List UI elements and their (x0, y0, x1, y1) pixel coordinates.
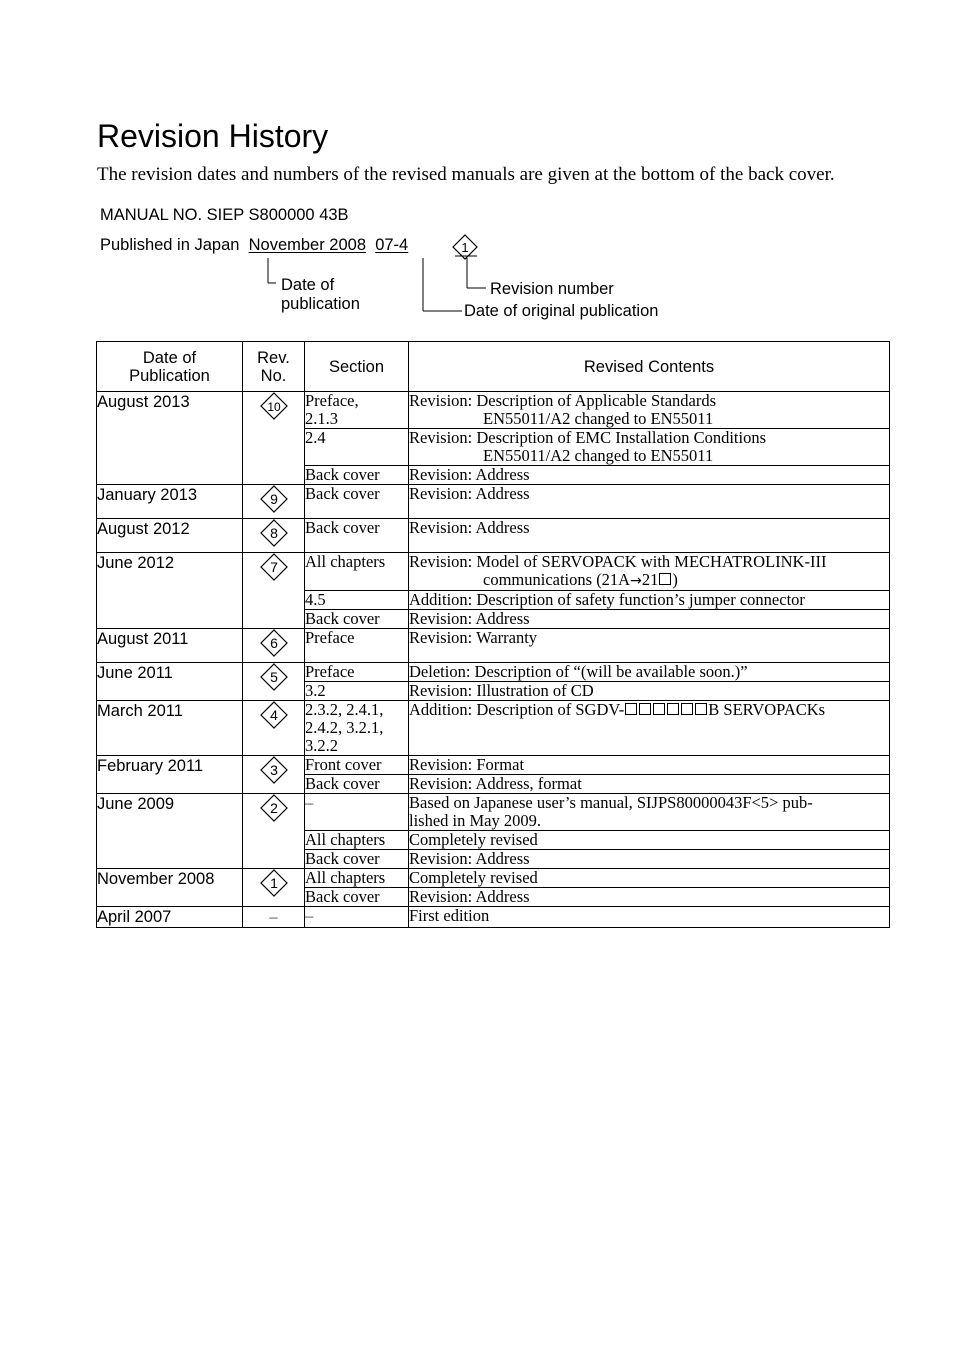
content-text: Addition: Description of SGDV- (409, 700, 625, 719)
content-text: Revision: Model of SERVOPACK with MECHATROLINK-III (409, 552, 827, 571)
revision-number: 5 (269, 669, 278, 685)
revision-date: June 2011 (97, 663, 243, 701)
header-date-l1: Date of (142, 348, 197, 367)
revision-diamond-icon (260, 794, 288, 822)
revised-contents-cell (409, 663, 890, 682)
revision-number-cell (243, 794, 305, 869)
header-contents: Revised Contents (409, 342, 890, 392)
revision-number: 2 (269, 800, 278, 816)
revision-number: 8 (269, 525, 278, 541)
revision-diamond-icon (260, 663, 288, 691)
revision-diamond-icon (260, 629, 288, 657)
revision-number-cell (243, 756, 305, 794)
table-row (97, 756, 890, 775)
revision-diamond-icon (260, 485, 288, 513)
legend-rev-diamond-icon (453, 235, 477, 259)
content-continuation: EN55011/A2 changed to EN55011 (483, 446, 714, 465)
page-title: Revision History (97, 118, 329, 154)
revision-number-cell (243, 553, 305, 629)
revised-contents-cell (409, 485, 890, 519)
revision-number: 9 (269, 491, 278, 507)
content-text: Revision: Warranty (409, 628, 538, 647)
revised-contents-cell (409, 907, 890, 928)
label-date-of-publication (281, 276, 360, 314)
content-text: Revision: Address (409, 518, 530, 537)
section-cell: 3.2 (305, 682, 409, 701)
content-text: B SERVOPACKs (708, 700, 826, 719)
legend-rev-number: 1 (461, 240, 469, 255)
content-text: Revision: Description of EMC Installation Conditions (409, 428, 767, 447)
published-in-label: Published in Japan (100, 236, 240, 254)
content-text: Completely revised (409, 868, 538, 887)
revised-contents-cell (409, 591, 890, 610)
table-row (97, 794, 890, 831)
revised-contents-cell (409, 869, 890, 888)
section-cell: 2.4 (305, 429, 409, 466)
intro-text: The revision dates and numbers of the revised manuals are given at the bottom of the back cover. (97, 164, 835, 185)
label-line-2: publication (281, 295, 360, 313)
section-cell: 2.3.2, 2.4.1, 2.4.2, 3.2.1, 3.2.2 (305, 701, 409, 756)
content-text: Revision: Address, format (409, 774, 582, 793)
revised-contents-cell (409, 701, 890, 756)
revision-number: 1 (269, 875, 278, 891)
content-text: 21 (641, 570, 659, 589)
content-text: Revision: Address (409, 484, 530, 503)
revised-contents-cell (409, 888, 890, 907)
section-cell: Back cover (305, 610, 409, 629)
revised-contents-cell (409, 756, 890, 775)
revised-contents-cell (409, 610, 890, 629)
revision-date: June 2009 (97, 794, 243, 869)
section-cell: Back cover (305, 466, 409, 485)
header-rev-l2: No. (260, 366, 287, 385)
section-cell: All chapters (305, 869, 409, 888)
revision-table (96, 341, 890, 928)
content-text: communications (21A (483, 570, 631, 589)
revision-date: August 2012 (97, 519, 243, 553)
section-cell: Back cover (305, 485, 409, 519)
table-row (97, 701, 890, 756)
content-text: Based on Japanese user’s manual, SIJPS80000043F<5> pub- lished in May 2009. (409, 793, 813, 830)
revision-diamond-icon (260, 519, 288, 547)
sample-code: 07-4 (375, 236, 409, 254)
placeholder-box-icon (695, 703, 707, 715)
revision-number: 7 (269, 559, 278, 575)
content-text: ) (672, 570, 678, 589)
revision-number-cell (243, 629, 305, 663)
section-cell: – (305, 907, 409, 928)
publication-line (100, 236, 408, 255)
revision-number-cell (243, 485, 305, 519)
revised-contents-cell (409, 831, 890, 850)
section-cell: Front cover (305, 756, 409, 775)
content-text: Revision: Address (409, 609, 530, 628)
arrow-icon: → (630, 573, 642, 589)
revision-number-cell: – (243, 907, 305, 928)
revised-contents-cell (409, 775, 890, 794)
revision-number-cell (243, 392, 305, 485)
content-continuation (409, 571, 889, 590)
header-rev-l1: Rev. (257, 348, 290, 367)
revision-number-cell (243, 519, 305, 553)
section-cell: Back cover (305, 775, 409, 794)
revision-number-cell (243, 663, 305, 701)
content-text: Revision: Address (409, 887, 530, 906)
revised-contents-cell (409, 466, 890, 485)
content-text: Deletion: Description of “(will be available soon.)” (409, 662, 748, 681)
revision-date: March 2011 (97, 701, 243, 756)
section-cell: Preface (305, 663, 409, 682)
table-row (97, 869, 890, 888)
placeholder-box-icon (667, 703, 679, 715)
revised-contents-cell (409, 850, 890, 869)
revision-number: 4 (269, 707, 278, 723)
placeholder-box-icon (639, 703, 651, 715)
table-row (97, 392, 890, 429)
section-cell: Preface (305, 629, 409, 663)
revised-contents-cell (409, 794, 890, 831)
table-row (97, 553, 890, 591)
revision-diamond-icon (260, 553, 288, 581)
label-revision-number: Revision number (490, 280, 614, 298)
revised-contents-cell (409, 429, 890, 466)
table-row (97, 519, 890, 553)
section-cell: Back cover (305, 888, 409, 907)
manual-number: MANUAL NO. SIEP S800000 43B (100, 206, 349, 224)
section-cell: Back cover (305, 850, 409, 869)
content-text: Completely revised (409, 830, 538, 849)
revision-diamond-icon (260, 869, 288, 897)
revised-contents-cell (409, 629, 890, 663)
revision-number-cell (243, 701, 305, 756)
revision-date: August 2011 (97, 629, 243, 663)
revision-diamond-icon (260, 701, 288, 729)
revision-number-cell (243, 869, 305, 907)
placeholder-box-icon (659, 573, 671, 585)
revised-contents-cell (409, 519, 890, 553)
header-rev (243, 342, 305, 392)
table-row (97, 663, 890, 682)
revision-number: 10 (266, 400, 281, 414)
content-text: First edition (409, 906, 490, 925)
revision-date: June 2012 (97, 553, 243, 629)
label-original-publication: Date of original publication (464, 302, 659, 320)
content-text: Revision: Format (409, 755, 525, 774)
revised-contents-cell (409, 392, 890, 429)
placeholder-box-icon (625, 703, 637, 715)
content-text: Revision: Illustration of CD (409, 681, 594, 700)
placeholder-box-icon (653, 703, 665, 715)
content-text: Revision: Address (409, 849, 530, 868)
table-row (97, 629, 890, 663)
revised-contents-cell (409, 553, 890, 591)
sample-date: November 2008 (248, 236, 367, 254)
header-date-l2: Publication (129, 366, 210, 385)
header-date (97, 342, 243, 392)
section-cell: Preface, 2.1.3 (305, 392, 409, 429)
table-row (97, 485, 890, 519)
placeholder-box-icon (681, 703, 693, 715)
table-body (97, 392, 890, 928)
section-cell: – (305, 794, 409, 831)
revision-diamond-icon (260, 392, 288, 420)
revision-diamond-icon (260, 756, 288, 784)
revision-date: August 2013 (97, 392, 243, 485)
table-row (97, 907, 890, 928)
section-cell: Back cover (305, 519, 409, 553)
revision-number: 6 (269, 635, 278, 651)
section-cell: All chapters (305, 831, 409, 850)
revised-contents-cell (409, 682, 890, 701)
revision-date: February 2011 (97, 756, 243, 794)
section-cell: 4.5 (305, 591, 409, 610)
label-line-1: Date of (281, 276, 335, 294)
table-header-row (97, 342, 890, 392)
content-text: Revision: Address (409, 465, 530, 484)
content-text: Addition: Description of safety function’s jumper connector (409, 590, 805, 609)
revision-date: April 2007 (97, 907, 243, 928)
section-cell: All chapters (305, 553, 409, 591)
content-text: Revision: Description of Applicable Standards (409, 391, 717, 410)
revision-date: January 2013 (97, 485, 243, 519)
header-section: Section (305, 342, 409, 392)
revision-number: 3 (269, 762, 278, 778)
content-continuation: EN55011/A2 changed to EN55011 (483, 409, 714, 428)
revision-date: November 2008 (97, 869, 243, 907)
